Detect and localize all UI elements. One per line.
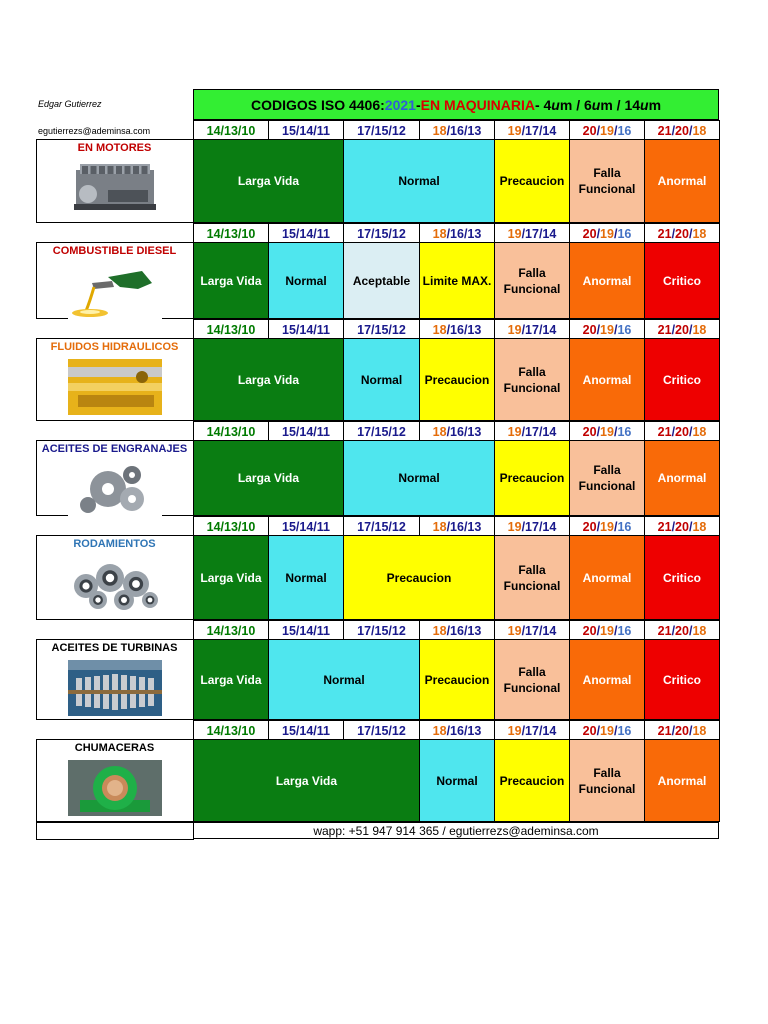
title-unit: u	[591, 96, 601, 113]
iso-code-part: 14/13/10	[206, 623, 256, 638]
iso-code-part: 20	[582, 123, 597, 138]
level-cell-precaucion: Precaucion	[494, 739, 570, 822]
iso-code-part: 15/14/11	[282, 723, 330, 738]
iso-code-part: 18	[432, 723, 447, 738]
page-title	[193, 89, 719, 120]
iso-code-cell	[644, 516, 720, 537]
iso-code-part: 20	[675, 322, 689, 337]
iso-code-part: 15/14/11	[282, 519, 330, 534]
level-cell-anormal: Anormal	[644, 739, 720, 822]
iso-code-part: 20	[582, 723, 597, 738]
footer-contact: wapp: +51 947 914 365 / egutierrezs@ademinsa.com	[193, 822, 719, 839]
iso-code-part: /	[671, 723, 676, 738]
iso-code-part: 20	[675, 723, 689, 738]
level-cell-anormal: Anormal	[569, 338, 645, 421]
level-cell-precaucion: Precaucion	[343, 535, 495, 620]
iso-code-part: /	[688, 424, 693, 439]
footer-empty-cell	[36, 822, 194, 840]
iso-code-cell	[193, 516, 269, 537]
level-cell-anormal: Anormal	[569, 639, 645, 720]
iso-code-part: /17/14	[521, 519, 557, 534]
iso-code-part: 20	[582, 322, 597, 337]
iso-code-part: 21	[657, 723, 672, 738]
iso-code-part: /	[613, 519, 618, 534]
iso-code-cell	[494, 223, 570, 244]
iso-code-part: 20	[675, 226, 689, 241]
iso-code-part: /	[688, 322, 693, 337]
fuel-nozzle-picture	[68, 263, 162, 319]
hydraulic-cylinder-picture	[68, 359, 162, 415]
iso-code-cell	[569, 421, 645, 442]
iso-code-cell	[494, 516, 570, 537]
level-cell-anormal: Anormal	[644, 440, 720, 516]
section-title: COMBUSTIBLE DIESEL	[52, 245, 177, 257]
iso-code-part: 20	[675, 123, 689, 138]
iso-code-cell	[343, 620, 420, 641]
iso-code-part: /17/14	[521, 723, 557, 738]
level-cell-larga-vida: Larga Vida	[193, 535, 269, 620]
iso-code-part: /	[613, 322, 618, 337]
iso-code-part: 19	[507, 226, 522, 241]
iso-code-cell	[268, 319, 344, 340]
iso-code-part: 15/14/11	[282, 322, 330, 337]
iso-code-cell	[193, 319, 269, 340]
level-cell-precaucion: Precaucion	[419, 639, 495, 720]
iso-code-part: /	[613, 723, 618, 738]
iso-code-part: 17/15/12	[357, 226, 406, 241]
iso-code-part: 19	[507, 123, 522, 138]
title-part: -	[415, 96, 421, 113]
section-title: EN MOTORES	[77, 142, 152, 154]
iso-code-part: 14/13/10	[206, 519, 256, 534]
level-cell-larga-vida: Larga Vida	[193, 338, 344, 421]
iso-code-part: 18	[692, 322, 707, 337]
iso-code-part: 16	[617, 123, 632, 138]
iso-code-part: /16/13	[446, 322, 482, 337]
iso-code-part: 21	[657, 322, 672, 337]
iso-code-part: 18	[692, 623, 707, 638]
iso-code-part: /	[596, 723, 601, 738]
level-cell-critico: Critico	[644, 338, 720, 421]
iso-code-part: 14/13/10	[206, 424, 256, 439]
level-cell-precaucion: Precaucion	[419, 338, 495, 421]
iso-code-cell	[268, 120, 344, 141]
level-cell-aceptable: Aceptable	[343, 242, 420, 319]
iso-code-part: 20	[675, 623, 689, 638]
iso-code-part: 18	[432, 226, 447, 241]
iso-code-part: 19	[507, 424, 522, 439]
iso-code-cell	[569, 223, 645, 244]
section-title: FLUIDOS HIDRAULICOS	[50, 341, 179, 353]
iso-code-part: /	[596, 226, 601, 241]
iso-code-cell	[419, 319, 495, 340]
iso-code-cell	[268, 421, 344, 442]
iso-code-cell	[193, 120, 269, 141]
iso-code-cell	[419, 421, 495, 442]
iso-code-part: /17/14	[521, 424, 557, 439]
iso-code-part: 14/13/10	[206, 123, 256, 138]
iso-code-part: 16	[617, 322, 632, 337]
gears-picture	[68, 461, 162, 517]
iso-code-cell	[419, 720, 495, 741]
title-unit: u	[551, 96, 560, 113]
iso-code-part: /16/13	[446, 519, 482, 534]
iso-code-cell	[494, 421, 570, 442]
iso-code-part: 15/14/11	[282, 226, 330, 241]
pillow-block-picture	[68, 760, 162, 816]
iso-code-cell	[268, 720, 344, 741]
iso-code-cell	[419, 120, 495, 141]
iso-code-part: 19	[600, 226, 614, 241]
iso-code-part: 17/15/12	[357, 623, 406, 638]
iso-code-cell	[569, 120, 645, 141]
turbine-picture	[68, 660, 162, 716]
level-cell-falla-funcional: Falla Funcional	[569, 739, 645, 822]
iso-code-part: /	[596, 424, 601, 439]
iso-code-part: 20	[582, 424, 597, 439]
iso-code-cell	[343, 223, 420, 244]
level-cell-normal: Normal	[343, 338, 420, 421]
iso-code-cell	[268, 223, 344, 244]
iso-code-part: 15/14/11	[282, 424, 330, 439]
iso-code-part: 19	[507, 322, 522, 337]
section-title: ACEITES DE ENGRANAJES	[41, 443, 188, 455]
iso-code-part: /17/14	[521, 322, 557, 337]
iso-code-cell	[494, 620, 570, 641]
level-cell-critico: Critico	[644, 242, 720, 319]
iso-code-part: 19	[507, 723, 522, 738]
iso-code-part: 21	[657, 424, 672, 439]
iso-code-part: 17/15/12	[357, 123, 406, 138]
iso-code-part: 20	[675, 519, 689, 534]
level-cell-falla-funcional: Falla Funcional	[569, 139, 645, 223]
iso-code-cell	[644, 421, 720, 442]
iso-code-part: /17/14	[521, 623, 557, 638]
level-cell-normal: Normal	[343, 139, 495, 223]
level-cell-larga-vida: Larga Vida	[193, 242, 269, 319]
iso-code-part: /16/13	[446, 424, 482, 439]
iso-code-part: 18	[692, 123, 707, 138]
iso-code-part: 21	[657, 519, 672, 534]
iso-code-part: 19	[600, 723, 614, 738]
iso-code-cell	[494, 720, 570, 741]
iso-code-part: 16	[617, 623, 632, 638]
iso-code-part: /	[613, 123, 618, 138]
iso-code-part: 20	[582, 519, 597, 534]
iso-code-cell	[343, 120, 420, 141]
iso-code-part: /	[688, 723, 693, 738]
iso-code-part: /	[596, 519, 601, 534]
iso-code-part: /	[688, 519, 693, 534]
section-title: RODAMIENTOS	[73, 538, 156, 550]
iso-code-part: 18	[432, 519, 447, 534]
level-cell-falla-funcional: Falla Funcional	[494, 535, 570, 620]
title-part: m / 14	[600, 96, 641, 113]
title-part: - 4	[534, 96, 552, 113]
iso-code-part: 15/14/11	[282, 623, 330, 638]
iso-code-part: 20	[675, 424, 689, 439]
iso-code-cell	[343, 319, 420, 340]
iso-code-part: 16	[617, 424, 632, 439]
iso-code-part: 17/15/12	[357, 322, 406, 337]
iso-code-part: /	[596, 123, 601, 138]
level-cell-larga-vida: Larga Vida	[193, 639, 269, 720]
iso-code-part: 16	[617, 226, 632, 241]
iso-code-part: 19	[600, 519, 614, 534]
iso-code-part: 15/14/11	[282, 123, 330, 138]
iso-code-part: 18	[432, 424, 447, 439]
iso-code-cell	[193, 620, 269, 641]
level-cell-anormal: Anormal	[569, 535, 645, 620]
level-cell-larga-vida: Larga Vida	[193, 739, 420, 822]
iso-code-part: 14/13/10	[206, 226, 256, 241]
iso-code-cell	[193, 720, 269, 741]
iso-code-part: 18	[432, 123, 447, 138]
iso-code-part: 19	[600, 623, 614, 638]
iso-code-part: /	[613, 623, 618, 638]
iso-code-part: /	[671, 226, 676, 241]
iso-code-part: /16/13	[446, 226, 482, 241]
iso-code-cell	[494, 120, 570, 141]
iso-code-part: 21	[657, 623, 672, 638]
section-title: CHUMACERAS	[74, 742, 155, 754]
level-cell-normal: Normal	[268, 639, 420, 720]
iso-code-part: /	[671, 623, 676, 638]
level-cell-normal: Normal	[419, 739, 495, 822]
iso-code-part: 19	[507, 623, 522, 638]
section-title: ACEITES DE TURBINAS	[51, 642, 178, 654]
level-cell-anormal: Anormal	[644, 139, 720, 223]
level-cell-normal: Normal	[268, 535, 344, 620]
iso-code-part: /17/14	[521, 123, 557, 138]
iso-code-part: 18	[432, 623, 447, 638]
iso-code-part: /16/13	[446, 623, 482, 638]
iso-code-part: /	[671, 322, 676, 337]
iso-code-cell	[419, 516, 495, 537]
iso-code-cell	[644, 223, 720, 244]
iso-code-part: /	[613, 424, 618, 439]
iso-code-part: /	[671, 519, 676, 534]
level-cell-precaucion: Precaucion	[494, 440, 570, 516]
iso-code-part: 14/13/10	[206, 322, 256, 337]
author-name: Edgar Gutierrez	[38, 99, 102, 109]
iso-code-part: 17/15/12	[357, 723, 406, 738]
title-year: 2021	[384, 96, 416, 113]
level-cell-critico: Critico	[644, 639, 720, 720]
level-cell-limite-max: Limite MAX.	[419, 242, 495, 319]
iso-code-part: 18	[692, 226, 707, 241]
level-cell-falla-funcional: Falla Funcional	[494, 639, 570, 720]
iso-code-part: 19	[600, 322, 614, 337]
iso-code-cell	[569, 516, 645, 537]
level-cell-normal: Normal	[343, 440, 495, 516]
iso-code-cell	[419, 620, 495, 641]
iso-code-part: /16/13	[446, 723, 482, 738]
iso-code-cell	[644, 720, 720, 741]
title-part: m	[648, 96, 662, 113]
iso-code-cell	[419, 223, 495, 244]
iso-code-part: 18	[432, 322, 447, 337]
level-cell-anormal: Anormal	[569, 242, 645, 319]
iso-code-part: /	[596, 322, 601, 337]
iso-code-part: /	[688, 226, 693, 241]
iso-code-cell	[569, 620, 645, 641]
iso-code-part: /	[671, 424, 676, 439]
iso-code-cell	[193, 421, 269, 442]
level-cell-larga-vida: Larga Vida	[193, 139, 344, 223]
iso-code-part: 21	[657, 123, 672, 138]
iso-code-cell	[343, 421, 420, 442]
iso-code-part: 17/15/12	[357, 424, 406, 439]
iso-code-cell	[193, 223, 269, 244]
title-unit: u	[640, 96, 649, 113]
iso-code-cell	[644, 620, 720, 641]
level-cell-falla-funcional: Falla Funcional	[569, 440, 645, 516]
iso-code-part: 18	[692, 519, 707, 534]
iso-code-part: 19	[600, 424, 614, 439]
level-cell-critico: Critico	[644, 535, 720, 620]
iso-code-part: /	[671, 123, 676, 138]
iso-code-part: 16	[617, 723, 632, 738]
iso-code-cell	[343, 720, 420, 741]
title-part: m / 6	[559, 96, 592, 113]
iso-code-cell	[343, 516, 420, 537]
level-cell-falla-funcional: Falla Funcional	[494, 338, 570, 421]
author-email: egutierrezs@ademinsa.com	[38, 126, 151, 136]
bearings-picture	[68, 556, 162, 612]
title-part: CODIGOS ISO 4406:	[250, 96, 385, 113]
engine-picture	[68, 160, 162, 216]
iso-code-part: 19	[600, 123, 614, 138]
iso-code-part: 19	[507, 519, 522, 534]
iso-code-part: 17/15/12	[357, 519, 406, 534]
title-machinery: EN MAQUINARIA	[420, 96, 535, 113]
level-cell-normal: Normal	[268, 242, 344, 319]
iso-code-part: /	[688, 623, 693, 638]
iso-code-part: /	[688, 123, 693, 138]
iso-code-cell	[569, 720, 645, 741]
iso-code-part: /16/13	[446, 123, 482, 138]
iso-code-part: /	[613, 226, 618, 241]
iso-code-part: 14/13/10	[206, 723, 256, 738]
iso-code-part: 18	[692, 723, 707, 738]
iso-code-part: 16	[617, 519, 632, 534]
iso-code-part: 18	[692, 424, 707, 439]
iso-code-part: 20	[582, 623, 597, 638]
level-cell-precaucion: Precaucion	[494, 139, 570, 223]
iso-code-cell	[644, 319, 720, 340]
iso-code-cell	[644, 120, 720, 141]
iso-code-part: /	[596, 623, 601, 638]
iso-code-cell	[569, 319, 645, 340]
iso-code-cell	[494, 319, 570, 340]
iso-code-part: 20	[582, 226, 597, 241]
iso-code-cell	[268, 516, 344, 537]
level-cell-larga-vida: Larga Vida	[193, 440, 344, 516]
iso-code-part: /17/14	[521, 226, 557, 241]
iso-code-part: 21	[657, 226, 672, 241]
iso-code-cell	[268, 620, 344, 641]
level-cell-falla-funcional: Falla Funcional	[494, 242, 570, 319]
